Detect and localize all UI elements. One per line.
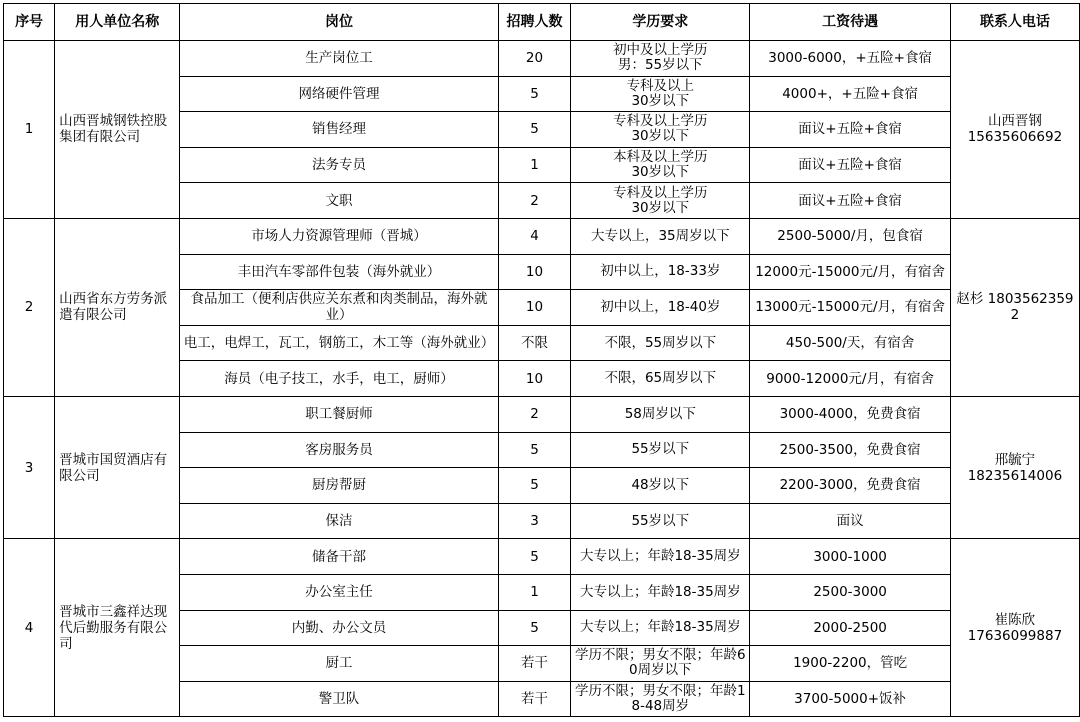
count-cell: 4 [498, 218, 571, 254]
education-cell: 初中及以上学历 男：55岁以下 [571, 41, 750, 77]
salary-cell: 13000元-15000元/月，有宿舍 [750, 290, 951, 326]
table-row [4, 41, 1080, 77]
position-cell: 职工餐厨师 [180, 396, 498, 432]
salary-cell: 2000-2500 [750, 610, 951, 646]
education-cell: 大专以上，35周岁以下 [571, 218, 750, 254]
salary-cell: 450-500/天，有宿舍 [750, 325, 951, 361]
position-cell: 市场人力资源管理师（晋城） [180, 218, 498, 254]
position-cell: 食品加工（便利店供应关东煮和肉类制品，海外就业） [180, 290, 498, 326]
education-cell: 55岁以下 [571, 432, 750, 468]
count-cell: 若干 [498, 681, 571, 717]
salary-cell: 9000-12000元/月，有宿舍 [750, 361, 951, 397]
contact-cell: 赵杉 18035623592 [950, 218, 1079, 396]
position-cell: 海员（电子技工，水手，电工，厨师） [180, 361, 498, 397]
salary-cell: 12000元-15000元/月，有宿舍 [750, 254, 951, 290]
header-salary: 工资待遇 [750, 4, 951, 41]
salary-cell: 2500-3500，免费食宿 [750, 432, 951, 468]
count-cell: 10 [498, 290, 571, 326]
education-cell: 大专以上；年龄18-35周岁 [571, 610, 750, 646]
education-cell: 专科及以上学历 30岁以下 [571, 112, 750, 148]
education-cell: 学历不限；男女不限；年龄60周岁以下 [571, 646, 750, 682]
count-cell: 5 [498, 76, 571, 112]
group-number: 4 [4, 539, 55, 717]
header-contact: 联系人电话 [950, 4, 1079, 41]
position-cell: 丰田汽车零部件包装（海外就业） [180, 254, 498, 290]
position-cell: 法务专员 [180, 147, 498, 183]
salary-cell: 面议+五险+食宿 [750, 112, 951, 148]
header-index: 序号 [4, 4, 55, 41]
salary-cell: 面议 [750, 503, 951, 539]
salary-cell: 面议+五险+食宿 [750, 147, 951, 183]
count-cell: 1 [498, 147, 571, 183]
company-name: 山西晋城钢铁控股集团有限公司 [55, 41, 180, 219]
position-cell: 警卫队 [180, 681, 498, 717]
education-cell: 58周岁以下 [571, 396, 750, 432]
company-name: 晋城市三鑫祥达现代后勤服务有限公司 [55, 539, 180, 717]
header-company: 用人单位名称 [55, 4, 180, 41]
salary-cell: 4000+，+五险+食宿 [750, 76, 951, 112]
salary-cell: 3000-1000 [750, 539, 951, 575]
salary-cell: 1900-2200，管吃 [750, 646, 951, 682]
education-cell: 55岁以下 [571, 503, 750, 539]
count-cell: 10 [498, 254, 571, 290]
header-education: 学历要求 [571, 4, 750, 41]
recruitment-table [3, 3, 1080, 717]
count-cell: 2 [498, 396, 571, 432]
count-cell: 5 [498, 539, 571, 575]
education-cell: 专科及以上 30岁以下 [571, 76, 750, 112]
position-cell: 生产岗位工 [180, 41, 498, 77]
education-cell: 48岁以下 [571, 468, 750, 504]
group-number: 2 [4, 218, 55, 396]
header-row [4, 4, 1080, 41]
company-name: 山西省东方劳务派遣有限公司 [55, 218, 180, 396]
position-cell: 电工，电焊工，瓦工，钢筋工，木工等（海外就业） [180, 325, 498, 361]
count-cell: 5 [498, 610, 571, 646]
count-cell: 5 [498, 432, 571, 468]
contact-cell: 崔陈欣 17636099887 [950, 539, 1079, 717]
count-cell: 不限 [498, 325, 571, 361]
table-row [4, 396, 1080, 432]
count-cell: 2 [498, 183, 571, 219]
table-row [4, 539, 1080, 575]
salary-cell: 3700-5000+饭补 [750, 681, 951, 717]
education-cell: 不限，55周岁以下 [571, 325, 750, 361]
salary-cell: 3000-4000，免费食宿 [750, 396, 951, 432]
position-cell: 厨工 [180, 646, 498, 682]
group-number: 1 [4, 41, 55, 219]
count-cell: 若干 [498, 646, 571, 682]
education-cell: 不限，65周岁以下 [571, 361, 750, 397]
count-cell: 1 [498, 574, 571, 610]
position-cell: 储备干部 [180, 539, 498, 575]
count-cell: 20 [498, 41, 571, 77]
count-cell: 3 [498, 503, 571, 539]
contact-cell: 邢毓宁 18235614006 [950, 396, 1079, 538]
salary-cell: 3000-6000，+五险+食宿 [750, 41, 951, 77]
table-row [4, 218, 1080, 254]
position-cell: 网络硬件管理 [180, 76, 498, 112]
position-cell: 内勤、办公文员 [180, 610, 498, 646]
education-cell: 大专以上；年龄18-35周岁 [571, 574, 750, 610]
count-cell: 5 [498, 468, 571, 504]
count-cell: 5 [498, 112, 571, 148]
salary-cell: 2500-5000/月，包食宿 [750, 218, 951, 254]
header-count: 招聘人数 [498, 4, 571, 41]
salary-cell: 2200-3000，免费食宿 [750, 468, 951, 504]
position-cell: 销售经理 [180, 112, 498, 148]
position-cell: 客房服务员 [180, 432, 498, 468]
position-cell: 办公室主任 [180, 574, 498, 610]
header-position: 岗位 [180, 4, 498, 41]
position-cell: 文职 [180, 183, 498, 219]
salary-cell: 2500-3000 [750, 574, 951, 610]
education-cell: 专科及以上学历 30岁以下 [571, 183, 750, 219]
education-cell: 初中以上，18-33岁 [571, 254, 750, 290]
education-cell: 初中以上，18-40岁 [571, 290, 750, 326]
education-cell: 本科及以上学历 30岁以下 [571, 147, 750, 183]
count-cell: 10 [498, 361, 571, 397]
position-cell: 保洁 [180, 503, 498, 539]
education-cell: 大专以上；年龄18-35周岁 [571, 539, 750, 575]
contact-cell: 山西晋钢 15635606692 [950, 41, 1079, 219]
group-number: 3 [4, 396, 55, 538]
position-cell: 厨房帮厨 [180, 468, 498, 504]
company-name: 晋城市国贸酒店有限公司 [55, 396, 180, 538]
salary-cell: 面议+五险+食宿 [750, 183, 951, 219]
education-cell: 学历不限；男女不限；年龄18-48周岁 [571, 681, 750, 717]
